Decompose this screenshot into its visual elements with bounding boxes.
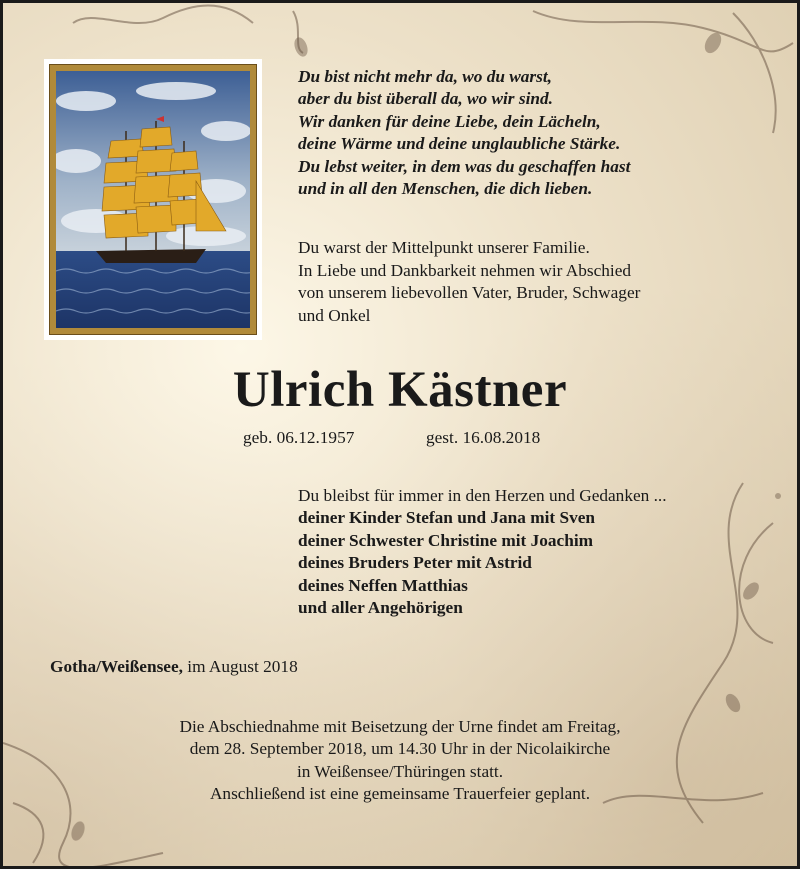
ship-painting-photo bbox=[44, 59, 262, 340]
intro-line: In Liebe und Dankbarkeit nehmen wir Abschied bbox=[298, 260, 632, 280]
sailing-ship-image bbox=[56, 71, 250, 328]
poem-line: Wir danken für deine Liebe, dein Lächeln, bbox=[298, 111, 601, 131]
announcement-line: in Weißensee/Thüringen statt. bbox=[296, 761, 504, 781]
funeral-announcement bbox=[3, 716, 797, 806]
mourners-block bbox=[298, 485, 667, 619]
place-and-date bbox=[50, 656, 298, 678]
family-line: deiner Kinder Stefan und Jana mit Sven bbox=[298, 508, 596, 528]
poem-line: aber du bist überall da, wo wir sind. bbox=[298, 89, 553, 109]
intro-line: und Onkel bbox=[298, 305, 371, 325]
poem bbox=[298, 66, 630, 200]
intro-line: Du warst der Mittelpunkt unserer Familie. bbox=[298, 238, 590, 257]
family-line: und aller Angehörigen bbox=[298, 598, 463, 618]
place-date: im August 2018 bbox=[182, 657, 298, 676]
place-name: Gotha/Weißensee, bbox=[50, 657, 183, 676]
poem-line: Du bist nicht mehr da, wo du warst, bbox=[298, 67, 553, 86]
intro-text bbox=[298, 237, 640, 327]
intro-line: von unserem liebevollen Vater, Bruder, Schwager bbox=[298, 283, 641, 302]
deceased-name: Ulrich Kästner bbox=[232, 362, 568, 418]
family-line: deiner Schwester Christine mit Joachim bbox=[298, 530, 594, 550]
poem-line: Du lebst weiter, in dem was du geschaffen hast bbox=[298, 156, 631, 176]
death-date: gest. 16.08.2018 bbox=[426, 428, 541, 447]
poem-line: und in all den Menschen, die dich lieben. bbox=[298, 179, 593, 199]
family-line: deines Bruders Peter mit Astrid bbox=[298, 553, 532, 573]
birth-date: geb. 06.12.1957 bbox=[243, 428, 355, 447]
poem-line: deine Wärme und deine unglaubliche Stärke. bbox=[298, 134, 621, 154]
announcement-line: Anschließend ist eine gemeinsame Trauerfeier geplant. bbox=[209, 784, 591, 804]
announcement-line: dem 28. September 2018, um 14.30 Uhr in der Nicolaikirche bbox=[189, 739, 611, 759]
painting-frame bbox=[50, 65, 256, 334]
mourners-intro: Du bleibst für immer in den Herzen und Gedanken ... bbox=[298, 486, 667, 505]
family-line: deines Neffen Matthias bbox=[298, 575, 468, 595]
announcement-line: Die Abschiednahme mit Beisetzung der Urne findet am Freitag, bbox=[179, 717, 621, 736]
